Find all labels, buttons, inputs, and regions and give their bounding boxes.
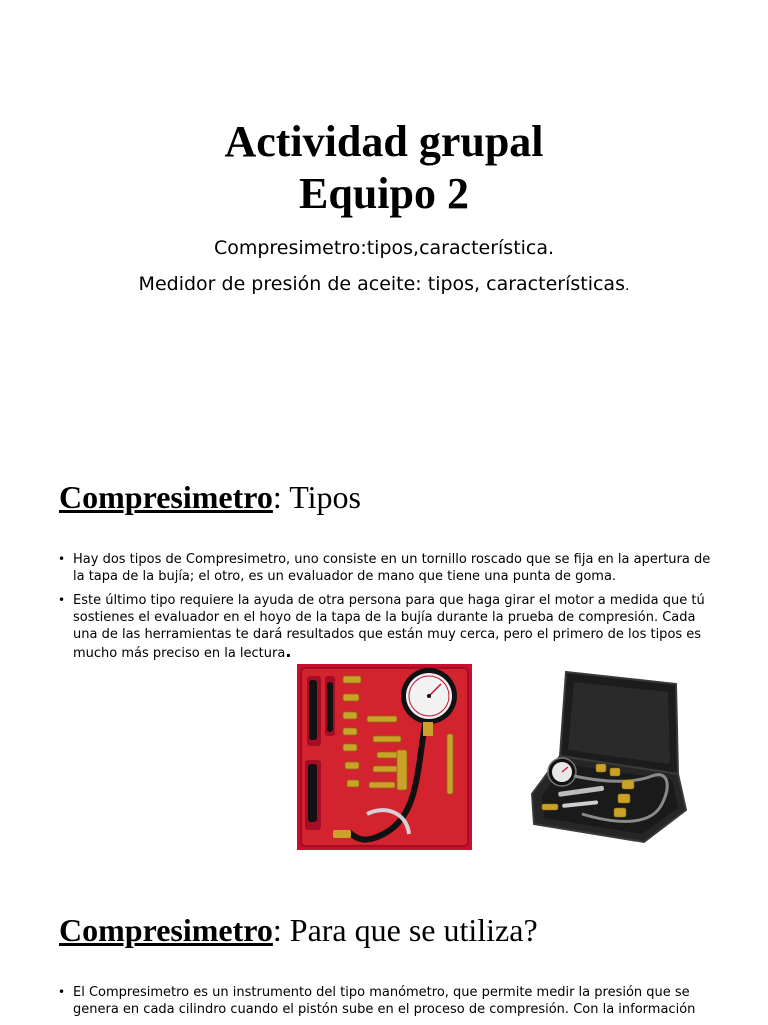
heading-strong: Compresimetro xyxy=(59,479,273,515)
subtitle-line-1: Compresimetro:tipos,característica. xyxy=(213,237,555,259)
section-heading-tipos xyxy=(59,478,361,516)
bullet-list-tipos xyxy=(58,551,718,669)
section-heading-uso xyxy=(59,911,538,949)
list-item xyxy=(58,551,718,585)
bullet-text: El Compresimetro es un instrumento del tipo manómetro, que permite medir la presión que se genera en cada cilindro cuando el pistón sube en el proceso de compresión. Con la información xyxy=(73,985,696,1017)
compression-tester-kit-image xyxy=(297,664,472,850)
title-line-1: Actividad grupal xyxy=(224,117,544,166)
bullet-dot: • xyxy=(58,593,66,607)
compression-tester-case-image xyxy=(522,664,698,850)
bullet-dot: • xyxy=(58,552,66,566)
heading-rest: : Tipos xyxy=(272,479,361,515)
bullet-text: Hay dos tipos de Compresimetro, uno consiste en un tornillo roscado que se fija en la apertura de la tapa de la bujía; el otro, es un evaluador de mano que tiene una punta de goma. xyxy=(73,552,711,584)
slide-title xyxy=(0,116,768,220)
list-item xyxy=(58,592,718,662)
subtitle-line-2-text: Medidor de presión de aceite: tipos, características xyxy=(138,273,625,295)
subtitle-line-2-period: . xyxy=(624,278,630,294)
subtitle-line-2 xyxy=(0,266,768,304)
bullet-dot: • xyxy=(58,985,66,999)
heading-rest: : Para que se utiliza? xyxy=(272,912,538,948)
title-line-2: Equipo 2 xyxy=(299,169,469,218)
list-item xyxy=(58,984,718,1018)
bullet-list-uso xyxy=(58,984,718,1025)
slide-subtitle xyxy=(0,230,768,304)
bullet-text: Este último tipo requiere la ayuda de otra persona para que haga girar el motor a medida que tú sostienes el evaluador en el hoyo de la tapa de la bujía durante la prueba de compresión. Cada una de las herramientas te dará resultados que están muy cerca, pero el primero de los tipos es mucho más preciso en la lectura xyxy=(73,593,705,661)
heading-strong: Compresimetro xyxy=(59,912,273,948)
bullet-period: . xyxy=(285,642,292,661)
